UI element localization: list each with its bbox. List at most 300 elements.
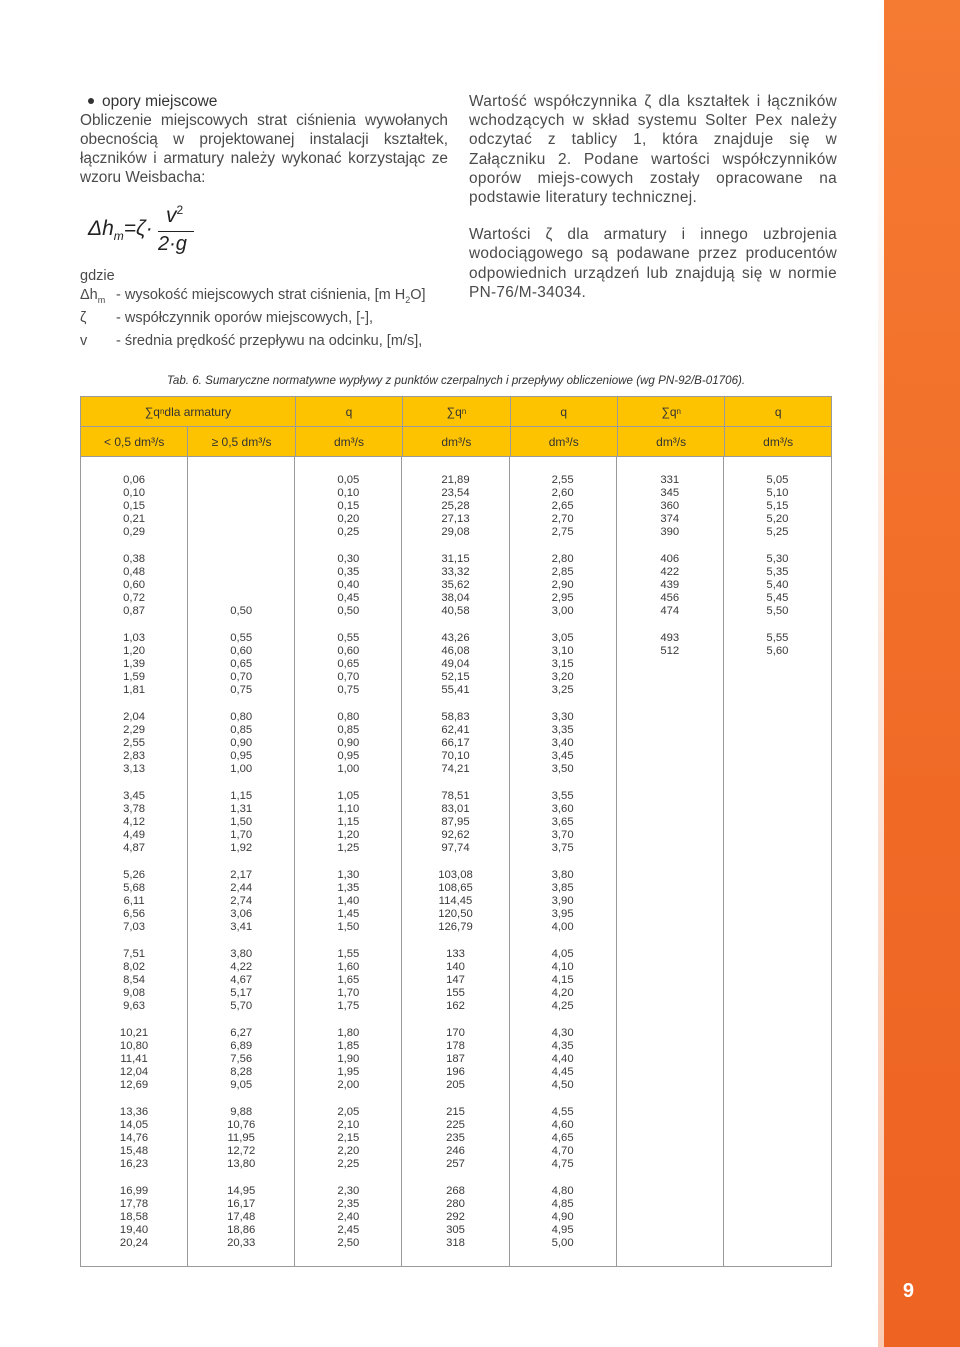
table-cell: 33,32 <box>441 566 470 579</box>
table-cell: 87,95 <box>441 816 470 829</box>
table-cell: 1,15 <box>337 816 360 829</box>
value-group <box>724 553 831 632</box>
value-group <box>295 553 401 632</box>
table-cell: 5,05 <box>766 474 789 486</box>
table-cell: 0,15 <box>123 500 146 513</box>
value-group <box>295 948 401 1027</box>
value-group <box>188 632 294 711</box>
table-cell: 4,15 <box>551 974 574 987</box>
table-cell: 2,05 <box>337 1106 360 1118</box>
table-cell <box>617 671 723 684</box>
table-cell: 25,28 <box>441 500 470 513</box>
value-group <box>188 869 294 948</box>
table-cell: 6,11 <box>123 895 145 908</box>
value-group <box>81 711 187 790</box>
table-cell: 5,35 <box>766 566 789 579</box>
table-cell: 305 <box>446 1224 465 1237</box>
table-cell: 14,95 <box>227 1185 256 1197</box>
table-cell: 2,85 <box>551 566 574 579</box>
table-cell: 4,55 <box>551 1106 574 1118</box>
table-cell: 2,20 <box>337 1145 360 1158</box>
value-group <box>81 553 187 632</box>
value-group <box>402 632 508 711</box>
table-cell: 31,15 <box>441 553 470 565</box>
table-cell: 4,40 <box>551 1053 574 1066</box>
table-cell: 0,70 <box>337 671 360 684</box>
table-cell: 0,55 <box>337 632 360 644</box>
table-cell: 38,04 <box>441 592 470 605</box>
table-cell: 4,00 <box>551 921 574 934</box>
header-cell: q <box>774 404 782 419</box>
bullet-icon <box>88 98 94 104</box>
table-cell: 3,40 <box>551 737 574 750</box>
table-cell: 1,95 <box>337 1066 360 1079</box>
unit-cell: < 0,5 dm³/s <box>81 427 188 456</box>
table-cell: 3,45 <box>123 790 146 802</box>
table-cell: 3,80 <box>551 869 574 881</box>
table-cell: 2,65 <box>551 500 574 513</box>
value-group <box>81 869 187 948</box>
table-cell: 0,48 <box>123 566 146 579</box>
table-cell: 0,30 <box>337 553 360 565</box>
value-group <box>188 1185 294 1264</box>
table-cell: 3,00 <box>551 605 574 618</box>
table-cell: 2,15 <box>337 1132 360 1145</box>
value-group <box>617 632 723 711</box>
table-cell: 1,15 <box>230 790 253 802</box>
left-column <box>80 92 448 356</box>
definitions <box>80 267 448 356</box>
table-cell: 4,05 <box>551 948 574 960</box>
table-cell: 46,08 <box>441 645 470 658</box>
table-cell: 55,41 <box>441 684 470 697</box>
table-cell: 0,60 <box>337 645 360 658</box>
table-cell: 13,36 <box>119 1106 149 1118</box>
table-cell: 4,22 <box>230 961 253 974</box>
table-cell: 2,55 <box>551 474 574 486</box>
value-group <box>295 632 401 711</box>
table-cell: 3,90 <box>551 895 574 908</box>
table-cell: 0,10 <box>337 487 360 500</box>
table-cell <box>724 684 831 697</box>
table-cell: 140 <box>446 961 465 974</box>
value-group <box>510 790 616 869</box>
table-cell: 12,04 <box>119 1066 149 1079</box>
table-cell: 2,83 <box>123 750 146 763</box>
table-cell: 422 <box>660 566 680 579</box>
table-cell: 27,13 <box>441 513 470 526</box>
table-cell <box>617 658 723 671</box>
table-cell: 3,15 <box>551 658 574 671</box>
table-cell: 1,10 <box>337 803 360 816</box>
table-cell: 1,81 <box>123 684 146 697</box>
header-cell: q <box>296 397 403 426</box>
table-cell: 2,75 <box>551 526 574 539</box>
table-column-5 <box>510 456 617 1266</box>
table-cell: 3,06 <box>230 908 253 921</box>
table-column-7 <box>724 456 831 1266</box>
table-cell: 493 <box>660 632 680 644</box>
table-cell: 2,60 <box>551 487 574 500</box>
table-cell: 14,05 <box>119 1119 149 1132</box>
table-cell: 1,92 <box>230 842 253 855</box>
value-group <box>188 1106 294 1185</box>
table-cell: 0,85 <box>230 724 253 737</box>
table-cell: 3,30 <box>551 711 574 723</box>
table-cell <box>188 553 294 566</box>
value-group <box>402 553 508 632</box>
table-cell: 1,85 <box>337 1040 360 1053</box>
value-group <box>295 711 401 790</box>
table-cell <box>724 671 831 684</box>
value-group <box>81 1106 187 1185</box>
definition-row: v - średnia prędkość przepływu na odcinku, [m/s], <box>80 333 423 350</box>
header-cell: ∑q n <box>403 397 510 426</box>
table-cell: 9,08 <box>123 987 146 1000</box>
table-cell: 1,03 <box>123 632 146 644</box>
table-cell: 126,79 <box>438 921 473 934</box>
table-cell: 147 <box>446 974 465 987</box>
table-cell: 456 <box>660 592 680 605</box>
unit-cell: dm³/s <box>403 427 510 456</box>
value-group <box>617 553 723 632</box>
table-cell: 4,60 <box>551 1119 574 1132</box>
table-cell: 0,40 <box>337 579 360 592</box>
value-group <box>510 869 616 948</box>
table-header-row-2 <box>81 427 831 457</box>
value-group <box>402 711 508 790</box>
table-cell: 0,87 <box>123 605 146 618</box>
value-group <box>295 790 401 869</box>
value-group <box>510 1106 616 1185</box>
table-cell <box>188 566 294 579</box>
table-cell: 10,76 <box>227 1119 256 1132</box>
table-cell <box>188 500 294 513</box>
table-cell: 9,88 <box>230 1106 253 1118</box>
table-cell: 196 <box>446 1066 465 1079</box>
table-column-1 <box>81 456 188 1266</box>
table-cell: 92,62 <box>441 829 470 842</box>
flow-table <box>80 396 832 1267</box>
table-cell: 4,35 <box>551 1040 574 1053</box>
table-cell: 3,20 <box>551 671 574 684</box>
value-group <box>295 1027 401 1106</box>
table-cell: 2,70 <box>551 513 574 526</box>
table-cell: 2,95 <box>551 592 574 605</box>
table-cell: 49,04 <box>441 658 470 671</box>
table-cell: 43,26 <box>441 632 470 644</box>
table-cell: 4,45 <box>551 1066 574 1079</box>
table-cell: 3,78 <box>123 803 146 816</box>
table-cell: 1,40 <box>337 895 360 908</box>
table-cell: 66,17 <box>441 737 470 750</box>
table-cell: 3,95 <box>551 908 574 921</box>
table-cell: 1,70 <box>337 987 360 1000</box>
table-cell: 0,55 <box>230 632 253 644</box>
table-cell: 4,75 <box>551 1158 574 1171</box>
table-cell: 170 <box>446 1027 465 1039</box>
table-cell: 58,83 <box>441 711 470 723</box>
table-cell: 0,85 <box>337 724 360 737</box>
table-cell: 0,20 <box>337 513 360 526</box>
table-cell: 1,50 <box>337 921 360 934</box>
table-cell: 474 <box>660 605 680 618</box>
table-cell: 3,13 <box>123 763 146 776</box>
table-cell: 6,27 <box>230 1027 253 1039</box>
table-cell: 11,95 <box>227 1132 255 1145</box>
table-cell: 2,29 <box>123 724 146 737</box>
table-cell: 4,67 <box>230 974 253 987</box>
table-cell: 5,10 <box>766 487 789 500</box>
table-cell: 2,40 <box>337 1211 360 1224</box>
table-cell: 2,50 <box>337 1237 360 1250</box>
table-cell: 4,80 <box>551 1185 574 1197</box>
table-cell: 6,56 <box>123 908 146 921</box>
definition-row: ζ - współczynnik oporów miejscowych, [-], <box>80 309 374 326</box>
table-body <box>81 456 831 1266</box>
section-title: opory miejscowe <box>80 92 448 111</box>
value-group <box>510 632 616 711</box>
value-group <box>188 948 294 1027</box>
table-cell: 0,10 <box>123 487 146 500</box>
table-cell: 4,90 <box>551 1211 574 1224</box>
table-cell: 318 <box>446 1237 465 1250</box>
table-cell: 5,55 <box>766 632 789 644</box>
table-cell: 7,56 <box>230 1053 253 1066</box>
table-cell: 390 <box>660 526 680 539</box>
table-cell: 0,06 <box>123 474 146 486</box>
value-group <box>510 1185 616 1264</box>
table-cell: 0,90 <box>337 737 360 750</box>
table-cell: 1,45 <box>337 908 360 921</box>
value-group <box>402 869 508 948</box>
table-cell: 512 <box>660 645 680 658</box>
table-cell: 4,85 <box>551 1198 574 1211</box>
table-column-6 <box>617 456 724 1266</box>
paragraph-zeta-fittings: Wartość współczynnika ζ dla kształtek i łączników wchodzących w skład systemu Solter Pex należy odczytać z tablicy 1, która znajduje się w Załączniku 2. Podane wartości współczynników oporów miejs-cowych zostały opracowane na podstawie literatury technicznej. <box>469 93 837 207</box>
table-cell: 1,80 <box>337 1027 360 1039</box>
table-cell: 21,89 <box>441 474 470 486</box>
table-cell: 5,17 <box>230 987 253 1000</box>
value-group <box>402 1185 508 1264</box>
formula-denominator: 2·g <box>158 233 187 255</box>
table-cell: 5,50 <box>766 605 789 618</box>
value-group <box>402 790 508 869</box>
table-cell: 9,63 <box>123 1000 146 1013</box>
value-group <box>402 474 508 553</box>
value-group <box>188 790 294 869</box>
table-cell: 0,75 <box>230 684 253 697</box>
table-cell: 40,58 <box>441 605 470 618</box>
table-cell: 120,50 <box>438 908 473 921</box>
table-cell: 2,55 <box>123 737 146 750</box>
value-group <box>510 948 616 1027</box>
table-caption: Tab. 6. Sumaryczne normatywne wypływy z punktów czerpalnych i przepływy obliczeniowe (wg PN-92/B-01706). <box>166 374 746 387</box>
table-cell: 20,33 <box>227 1237 256 1250</box>
table-cell: 280 <box>446 1198 465 1211</box>
table-cell: 0,65 <box>337 658 360 671</box>
table-cell: 1,31 <box>230 803 253 816</box>
header-cell: q <box>511 397 618 426</box>
table-cell: 0,70 <box>230 671 253 684</box>
table-cell: 2,25 <box>337 1158 360 1171</box>
table-cell: 215 <box>446 1106 465 1118</box>
table-header-row-1 <box>81 397 831 427</box>
value-group <box>81 790 187 869</box>
table-cell: 1,25 <box>337 842 360 855</box>
table-cell: 1,00 <box>337 763 360 776</box>
table-cell <box>188 526 294 539</box>
table-cell: 1,30 <box>337 869 360 881</box>
table-cell: 0,95 <box>337 750 360 763</box>
table-column-2 <box>188 456 295 1266</box>
value-group <box>81 1185 187 1264</box>
value-group <box>510 553 616 632</box>
table-cell: 155 <box>446 987 465 1000</box>
table-cell: 2,80 <box>551 553 574 565</box>
table-cell: 23,54 <box>441 487 470 500</box>
table-cell: 4,87 <box>123 842 146 855</box>
table-cell: 2,35 <box>337 1198 360 1211</box>
table-cell: 5,15 <box>766 500 789 513</box>
value-group <box>402 948 508 1027</box>
table-cell: 1,60 <box>337 961 360 974</box>
value-group <box>81 632 187 711</box>
table-cell: 103,08 <box>438 869 473 881</box>
table-cell: 114,45 <box>438 895 473 908</box>
unit-cell: ≥ 0,5 dm³/s <box>188 427 295 456</box>
paragraph-zeta-armature: Wartości ζ dla armatury i innego uzbrojenia wodociągowego są podawane przez producentów odpowiednich urządzeń lub znajdują się w normie PN-76/M-34034. <box>469 226 837 301</box>
value-group <box>510 474 616 553</box>
table-cell: 439 <box>660 579 680 592</box>
table-cell <box>188 592 294 605</box>
value-group <box>510 711 616 790</box>
value-group <box>188 711 294 790</box>
table-cell: 3,55 <box>551 790 574 802</box>
table-cell: 3,65 <box>551 816 574 829</box>
table-cell: 3,75 <box>551 842 574 855</box>
table-cell: 1,70 <box>230 829 253 842</box>
table-cell: 16,17 <box>227 1198 256 1211</box>
table-cell: 3,10 <box>551 645 574 658</box>
table-cell: 16,99 <box>119 1185 149 1197</box>
table-cell: 5,60 <box>766 645 789 658</box>
table-cell: 4,30 <box>551 1027 574 1039</box>
table-cell: 406 <box>660 553 680 565</box>
table-cell: 2,45 <box>337 1224 360 1237</box>
value-group <box>295 1106 401 1185</box>
table-cell: 5,40 <box>766 579 789 592</box>
table-cell: 2,30 <box>337 1185 360 1197</box>
value-group <box>295 474 401 553</box>
formula-lhs: $\Delta h_m=\zeta\cdot$ <box>88 217 153 244</box>
table-cell: 97,74 <box>441 842 470 855</box>
table-cell: 1,50 <box>230 816 253 829</box>
table-cell: 7,51 <box>123 948 146 960</box>
table-cell: 0,72 <box>123 592 146 605</box>
value-group <box>510 1027 616 1106</box>
table-cell: 0,60 <box>230 645 253 658</box>
table-cell: 187 <box>446 1053 465 1066</box>
table-cell: 3,85 <box>551 882 574 895</box>
table-cell: 8,54 <box>123 974 146 987</box>
table-cell: 1,05 <box>337 790 360 802</box>
table-cell: 374 <box>660 513 680 526</box>
value-group <box>295 869 401 948</box>
table-cell: 3,80 <box>230 948 253 960</box>
table-cell: 1,20 <box>337 829 360 842</box>
table-cell <box>617 684 723 697</box>
table-cell: 29,08 <box>441 526 470 539</box>
value-group <box>188 553 294 632</box>
table-cell: 3,05 <box>551 632 574 644</box>
table-cell: 0,21 <box>123 513 146 526</box>
weisbach-formula <box>80 201 448 263</box>
table-cell: 0,25 <box>337 526 360 539</box>
table-cell: 70,10 <box>441 750 470 763</box>
table-cell: 0,80 <box>337 711 360 723</box>
table-cell <box>188 474 294 487</box>
table-cell: 15,48 <box>119 1145 149 1158</box>
table-cell: 4,25 <box>551 1000 574 1013</box>
table-cell: 4,70 <box>551 1145 574 1158</box>
fraction-line <box>158 231 194 232</box>
table-cell: 0,38 <box>123 553 146 565</box>
table-cell: 9,05 <box>230 1079 253 1092</box>
table-cell: 12,72 <box>227 1145 256 1158</box>
table-cell: 0,15 <box>337 500 360 513</box>
table-cell: 292 <box>446 1211 465 1224</box>
table-cell: 2,74 <box>230 895 253 908</box>
table-cell: 1,00 <box>230 763 253 776</box>
table-cell: 10,21 <box>119 1027 149 1039</box>
table-cell <box>188 579 294 592</box>
table-cell: 4,10 <box>551 961 574 974</box>
table-cell: 16,23 <box>119 1158 149 1171</box>
unit-cell: dm³/s <box>511 427 618 456</box>
table-cell <box>188 513 294 526</box>
value-group <box>81 1027 187 1106</box>
table-cell: 0,95 <box>230 750 253 763</box>
table-cell: 5,68 <box>123 882 146 895</box>
table-cell: 0,65 <box>230 658 253 671</box>
table-cell: 8,28 <box>230 1066 253 1079</box>
value-group <box>402 1106 508 1185</box>
value-group <box>81 948 187 1027</box>
table-cell: 0,35 <box>337 566 360 579</box>
table-cell: 8,02 <box>123 961 146 974</box>
table-cell: 2,17 <box>230 869 253 881</box>
table-column-4 <box>402 456 509 1266</box>
value-group <box>81 474 187 553</box>
table-cell: 0,50 <box>337 605 360 618</box>
table-cell: 4,12 <box>123 816 146 829</box>
table-cell: 2,00 <box>337 1079 360 1092</box>
definition-row: $\Delta h_m$ - wysokość miejscowych strat ciśnienia, [m $H_2O$] <box>80 286 426 305</box>
table-cell: 10,80 <box>119 1040 149 1053</box>
table-cell: 3,70 <box>551 829 574 842</box>
table-cell: 0,45 <box>337 592 360 605</box>
table-cell: 0,90 <box>230 737 253 750</box>
table-cell: 0,05 <box>337 474 360 486</box>
table-cell: 1,59 <box>123 671 146 684</box>
table-cell: 4,20 <box>551 987 574 1000</box>
table-cell: 2,44 <box>230 882 253 895</box>
right-column <box>469 92 837 320</box>
table-cell: 19,40 <box>119 1224 149 1237</box>
table-cell: 52,15 <box>441 671 470 684</box>
table-cell: 2,10 <box>337 1119 360 1132</box>
